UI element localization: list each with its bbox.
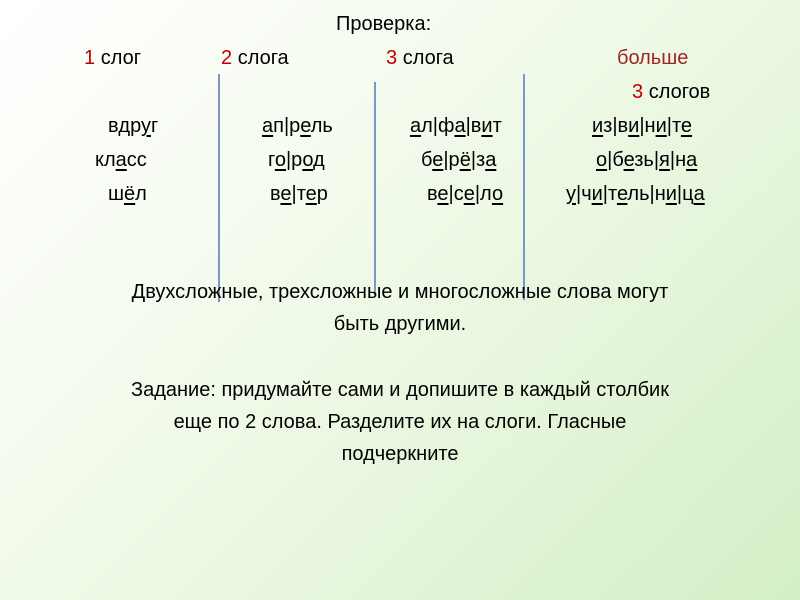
header-col-1 [84,46,141,70]
vowel-underlined: и [655,115,667,137]
header-col-1-number: 1 [84,47,96,69]
word-c0-r1 [95,148,147,172]
word-segment: л|ф [421,115,455,137]
vowel-underlined: о [491,183,504,205]
header-col-3-label: слога [402,47,454,69]
word-segment: ль [310,115,333,137]
page-title: Проверка: [336,13,432,35]
vowel-underlined: е [463,183,475,205]
vowel-underlined: я [659,149,670,171]
header-col-2 [221,46,289,70]
word-c3-r0 [592,114,692,138]
word-c0-r0 [108,114,158,138]
vowel-underlined: о [274,149,286,171]
vowel-underlined: у [140,115,151,137]
word-segment: зь| [634,149,660,171]
word-segment: р [316,183,328,205]
vowel-underlined: е [432,149,444,171]
word-c1-r1 [268,148,325,172]
vowel-underlined: а [262,115,274,137]
header-col-2-label: слога [237,47,289,69]
word-segment: д [313,149,325,171]
word-segment: вдр [108,115,141,137]
word-segment: сс [126,149,147,171]
word-segment: т [492,115,502,137]
word-segment: |ч [576,183,592,205]
word-segment: |з [470,149,486,171]
paragraph-task-line-3: подчеркните [341,443,459,465]
word-c3-r2 [566,182,705,206]
vowel-underlined: ё [124,183,136,205]
paragraph-note [0,276,800,340]
word-c1-r0 [262,114,333,138]
word-c2-r1 [421,148,496,172]
vowel-underlined: а [485,149,497,171]
word-c1-r2 [270,182,328,206]
vowel-underlined: е [680,115,693,137]
vowel-underlined: и [628,115,640,137]
header-col-1-label: слог [100,47,141,69]
word-c2-r2 [427,182,503,206]
word-c2-r0 [410,114,502,138]
column-divider-2 [374,82,376,294]
word-segment: в [427,183,438,205]
vowel-underlined: и [592,115,604,137]
vowel-underlined: а [686,149,698,171]
vowel-underlined: е [616,183,628,205]
word-segment: |ц [676,183,694,205]
header-col-4-line1: больше [617,47,689,69]
paragraph-task [0,374,800,470]
word-segment: б [421,149,433,171]
word-segment: |р [443,149,460,171]
column-divider-3 [523,74,525,300]
word-segment: л [135,183,147,205]
vowel-underlined: а [454,115,466,137]
word-segment: кл [95,149,116,171]
paragraph-task-line-1: Задание: придумайте сами и допишите в каждый столбик [131,379,669,401]
word-segment: |р [285,149,303,171]
vowel-underlined: е [623,149,635,171]
word-segment: г [150,115,159,137]
paragraph-note-line-1: Двухсложные, трехсложные и многосложные слова могут [131,281,669,303]
word-segment: г [268,149,275,171]
vowel-underlined: о [302,149,313,171]
vowel-underlined: и [665,183,677,205]
vowel-underlined: а [410,115,422,137]
header-col-4-number: 3 [632,81,644,103]
header-col-2-number: 2 [221,47,233,69]
word-segment: |т [291,183,306,205]
word-segment: п|р [273,115,301,137]
vowel-underlined: о [596,149,608,171]
paragraph-task-line-2: еще по 2 слова. Разделите их на слоги. Гласные [173,411,627,433]
vowel-underlined: и [591,183,603,205]
vowel-underlined: е [300,115,311,137]
word-c0-r2 [108,182,147,206]
header-col-4-label: слогов [648,81,711,103]
paragraph-note-line-2: быть другими. [333,313,467,335]
word-segment: |т [602,183,617,205]
word-segment: |с [448,183,464,205]
word-segment: ш [108,183,125,205]
vowel-underlined: а [115,149,127,171]
vowel-underlined: е [437,183,449,205]
vowel-underlined: а [693,183,705,205]
word-segment: в [270,183,281,205]
word-segment: з|в [603,115,629,137]
word-segment: ль|н [627,183,666,205]
word-segment: |б [607,149,624,171]
word-segment: |л [474,183,492,205]
vowel-underlined: е [280,183,292,205]
header-col-4-line2 [632,80,710,104]
word-segment: |в [465,115,482,137]
vowel-underlined: е [305,183,317,205]
vowel-underlined: у [566,183,576,205]
word-segment: |н [669,149,687,171]
column-divider-1 [218,74,220,302]
word-segment: |т [666,115,681,137]
word-segment: |н [639,115,656,137]
word-c3-r1 [596,148,697,172]
vowel-underlined: и [481,115,493,137]
header-col-3-number: 3 [386,47,398,69]
header-col-3 [386,46,454,70]
vowel-underlined: ё [459,149,471,171]
